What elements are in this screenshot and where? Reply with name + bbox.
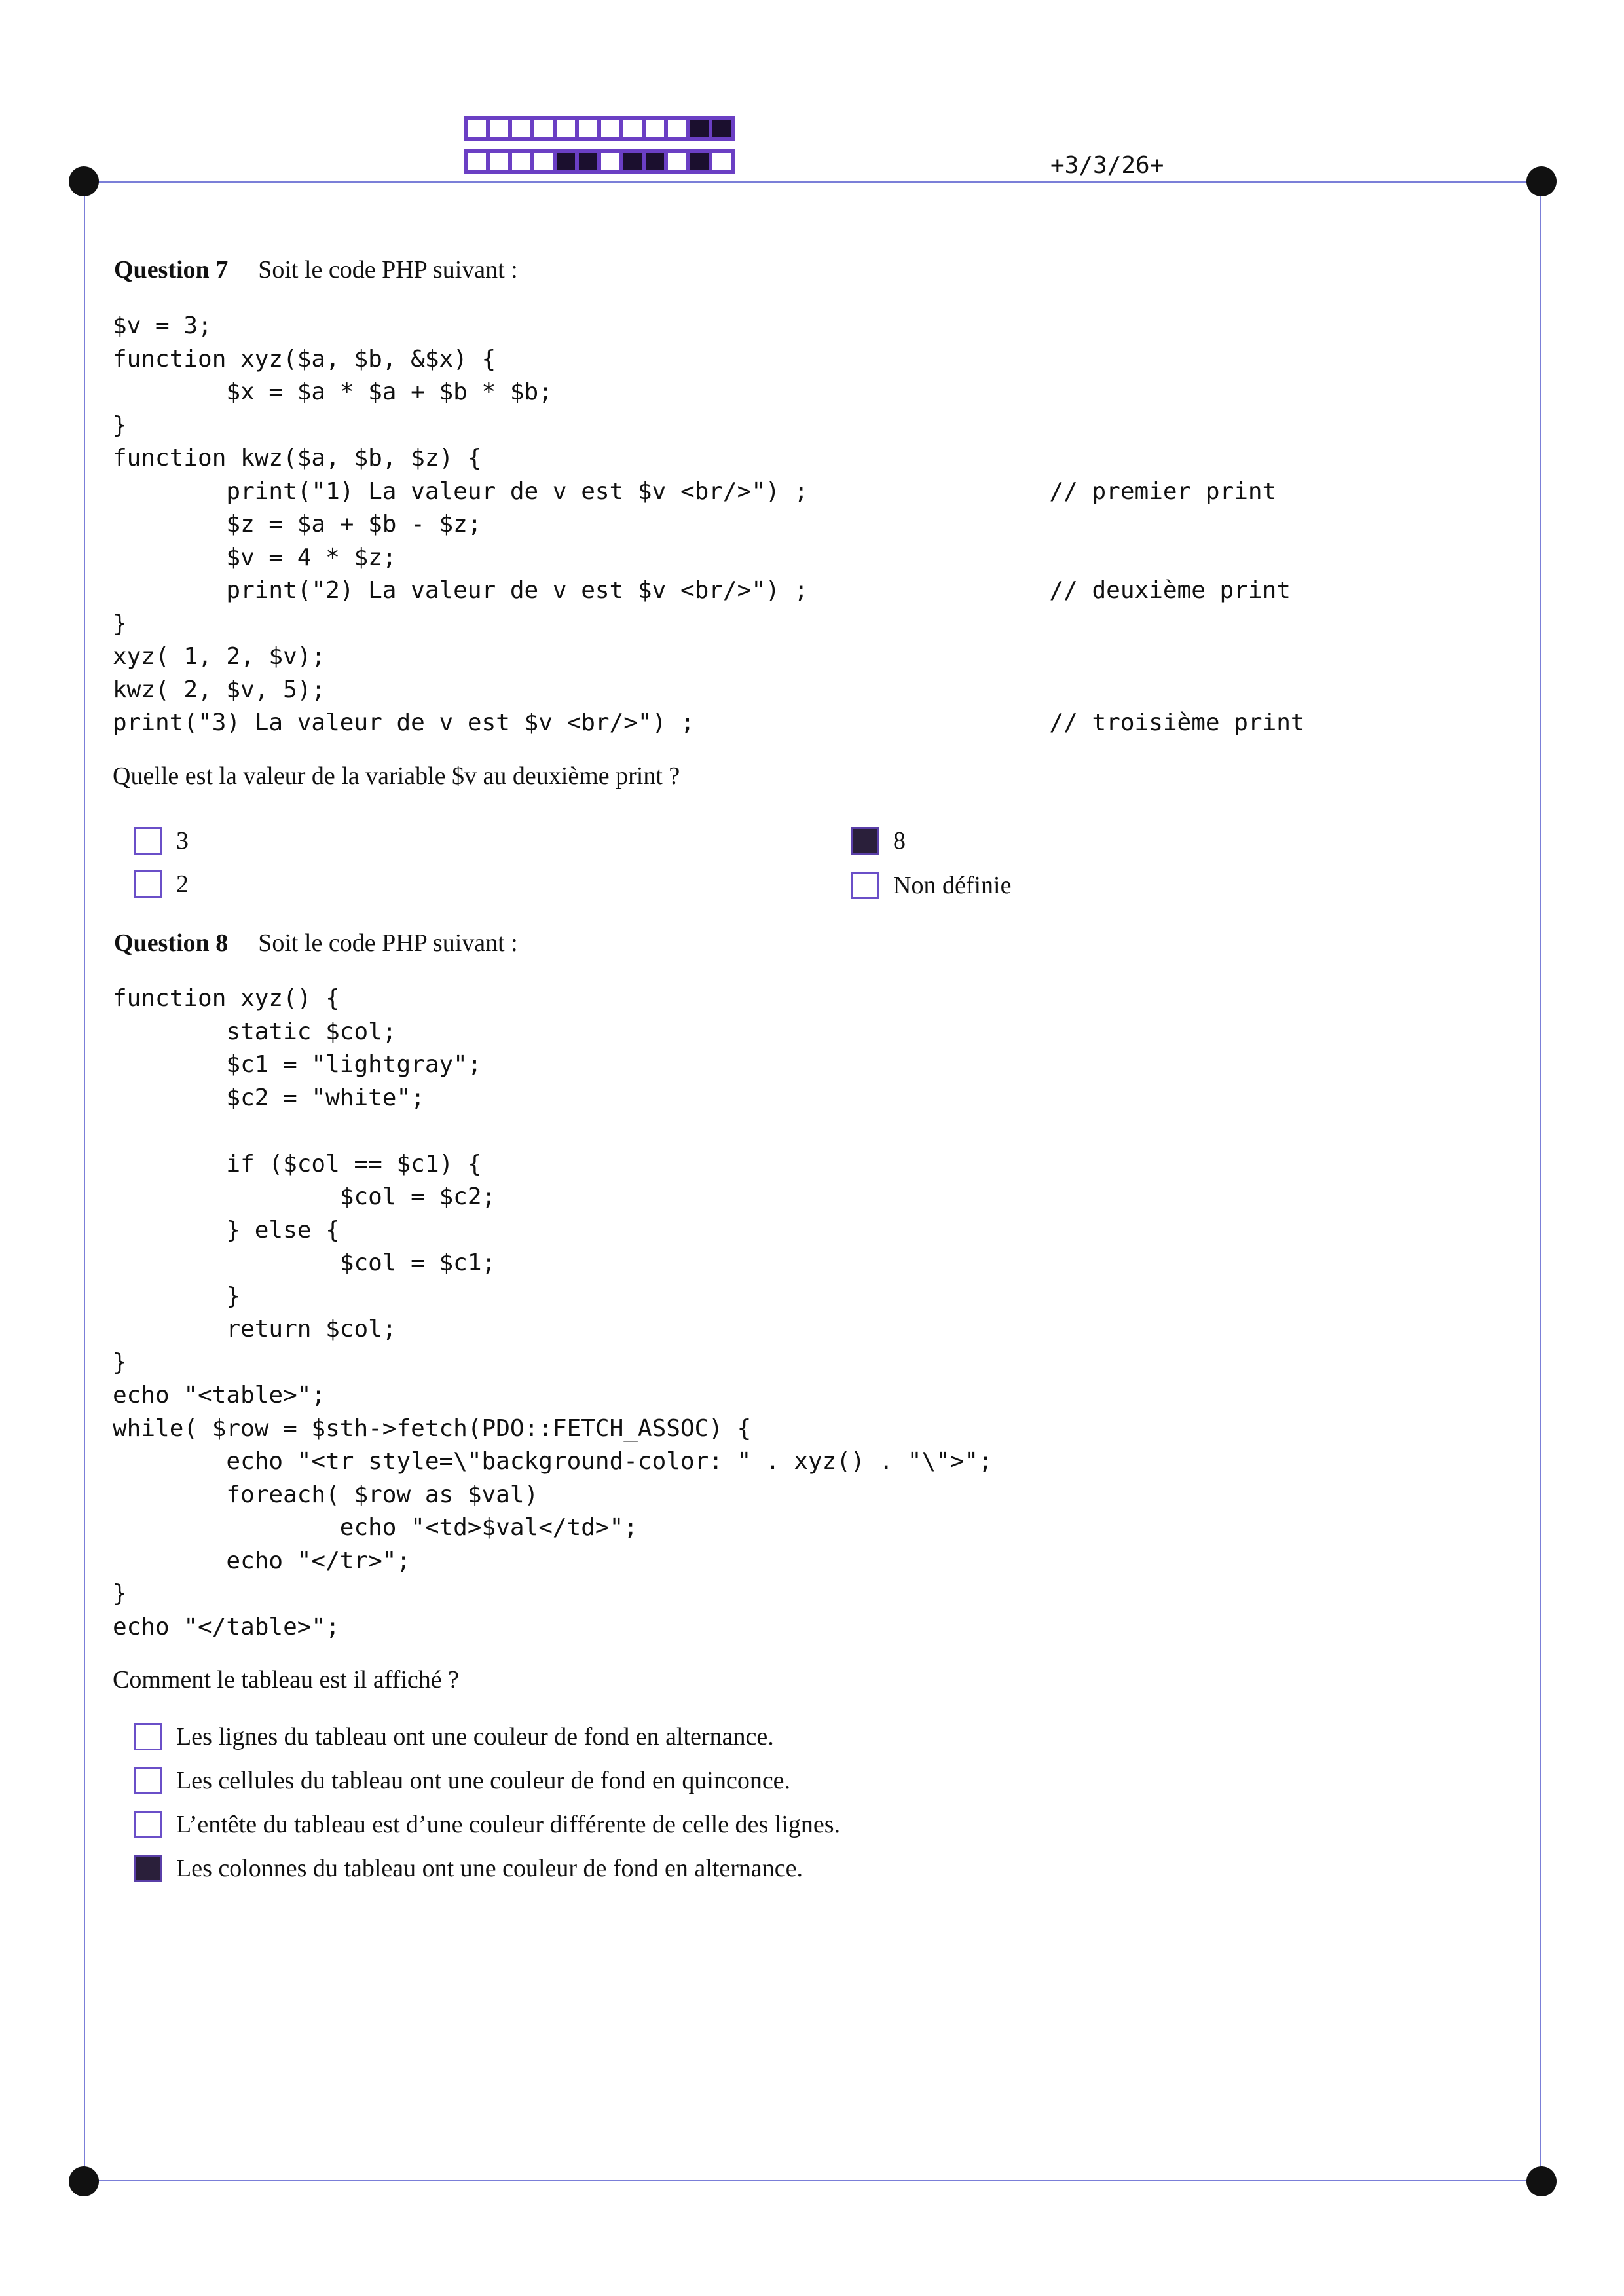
corner-mark-bottom-left xyxy=(69,2166,99,2196)
checkbox[interactable] xyxy=(134,1811,162,1838)
option-label: 2 xyxy=(176,870,189,898)
checkbox[interactable] xyxy=(851,872,879,899)
barcode-cell xyxy=(688,151,710,172)
checkbox[interactable] xyxy=(134,827,162,855)
barcode-cell xyxy=(599,151,621,172)
barcode-cell xyxy=(577,118,599,139)
barcode-cell xyxy=(555,151,577,172)
option-label: Non définie xyxy=(893,872,1012,899)
barcode-cell xyxy=(555,118,577,139)
checkbox[interactable] xyxy=(134,1723,162,1750)
option-label: L’entête du tableau est d’une couleur différente de celle des lignes. xyxy=(176,1811,840,1838)
page-id: +3/3/26+ xyxy=(1050,152,1164,179)
barcode-cell xyxy=(532,151,555,172)
question-8-intro: Soit le code PHP suivant : xyxy=(258,929,518,957)
barcode-cell xyxy=(666,151,688,172)
question-8-label: Question 8 xyxy=(114,929,229,957)
corner-mark-top-right xyxy=(1526,166,1557,196)
barcode-cell xyxy=(710,118,733,139)
barcode-cell xyxy=(488,151,510,172)
option-label: Les colonnes du tableau ont une couleur de fond en alternance. xyxy=(176,1855,803,1882)
q8-option-4[interactable] xyxy=(134,1854,803,1883)
id-barcode-bottom xyxy=(464,149,735,174)
q8-option-1[interactable] xyxy=(134,1722,774,1751)
barcode-cell xyxy=(466,118,488,139)
barcode-cell xyxy=(621,151,644,172)
corner-mark-top-left xyxy=(69,166,99,196)
option-label: 3 xyxy=(176,827,189,855)
corner-mark-bottom-right xyxy=(1526,2166,1557,2196)
question-7-intro: Soit le code PHP suivant : xyxy=(258,256,518,284)
checkbox[interactable] xyxy=(851,827,879,855)
checkbox[interactable] xyxy=(134,1855,162,1882)
question-8-heading xyxy=(114,929,518,957)
barcode-cell xyxy=(644,118,666,139)
question-7-label: Question 7 xyxy=(114,256,229,284)
barcode-cell xyxy=(577,151,599,172)
question-7-heading xyxy=(114,255,518,284)
option-label: Les lignes du tableau ont une couleur de fond en alternance. xyxy=(176,1723,774,1750)
barcode-cell xyxy=(688,118,710,139)
barcode-cell xyxy=(466,151,488,172)
option-label: Les cellules du tableau ont une couleur de fond en quinconce. xyxy=(176,1767,791,1794)
question-8-prompt: Comment le tableau est il affiché ? xyxy=(113,1666,459,1694)
barcode-cell xyxy=(510,151,532,172)
q7-option-2[interactable] xyxy=(134,870,189,898)
id-barcode-top xyxy=(464,116,735,141)
q8-option-2[interactable] xyxy=(134,1766,790,1795)
q7-option-1[interactable] xyxy=(134,826,189,855)
checkbox[interactable] xyxy=(134,870,162,898)
q8-option-3[interactable] xyxy=(134,1810,840,1839)
barcode-cell xyxy=(710,151,733,172)
barcode-cell xyxy=(488,118,510,139)
q7-option-4[interactable] xyxy=(851,871,1011,900)
barcode-cell xyxy=(666,118,688,139)
question-8-code: function xyz() { static $col; $c1 = "lightgray"; $c2 = "white"; if ($col == $c1) { $col = $c2; } else { $col = $c1; } return $col; } echo "<table>"; while( $row = $sth->fetch(PDO::FETCH_ASSOC) { echo "<tr style=\"background-color: " . xyz() . "\">"; foreach( $row as $val) echo "<td>$val</td>"; echo "</tr>"; } echo "</table>"; xyxy=(113,985,993,1640)
barcode-cell xyxy=(599,118,621,139)
barcode-cell xyxy=(510,118,532,139)
barcode-cell xyxy=(644,151,666,172)
barcode-cell xyxy=(532,118,555,139)
question-7-code: $v = 3; function xyz($a, $b, &$x) { $x = $a * $a + $b * $b; } function kwz($a, $b, $z) { print("1) La valeur de v est $v <br/>") ; // premier print $z = $a + $b - $z; $v = 4 * $z; print("2) La valeur de v est $v <br/>") ; // deuxième print } xyz( 1, 2, $v); kwz( 2, $v, 5); print("3) La valeur de v est $v <br/>") ; // troisième print xyxy=(113,312,1305,736)
checkbox[interactable] xyxy=(134,1767,162,1794)
barcode-cell xyxy=(621,118,644,139)
q7-option-3[interactable] xyxy=(851,826,906,855)
question-7-prompt: Quelle est la valeur de la variable $v au deuxième print ? xyxy=(113,762,680,790)
option-label: 8 xyxy=(893,827,906,855)
